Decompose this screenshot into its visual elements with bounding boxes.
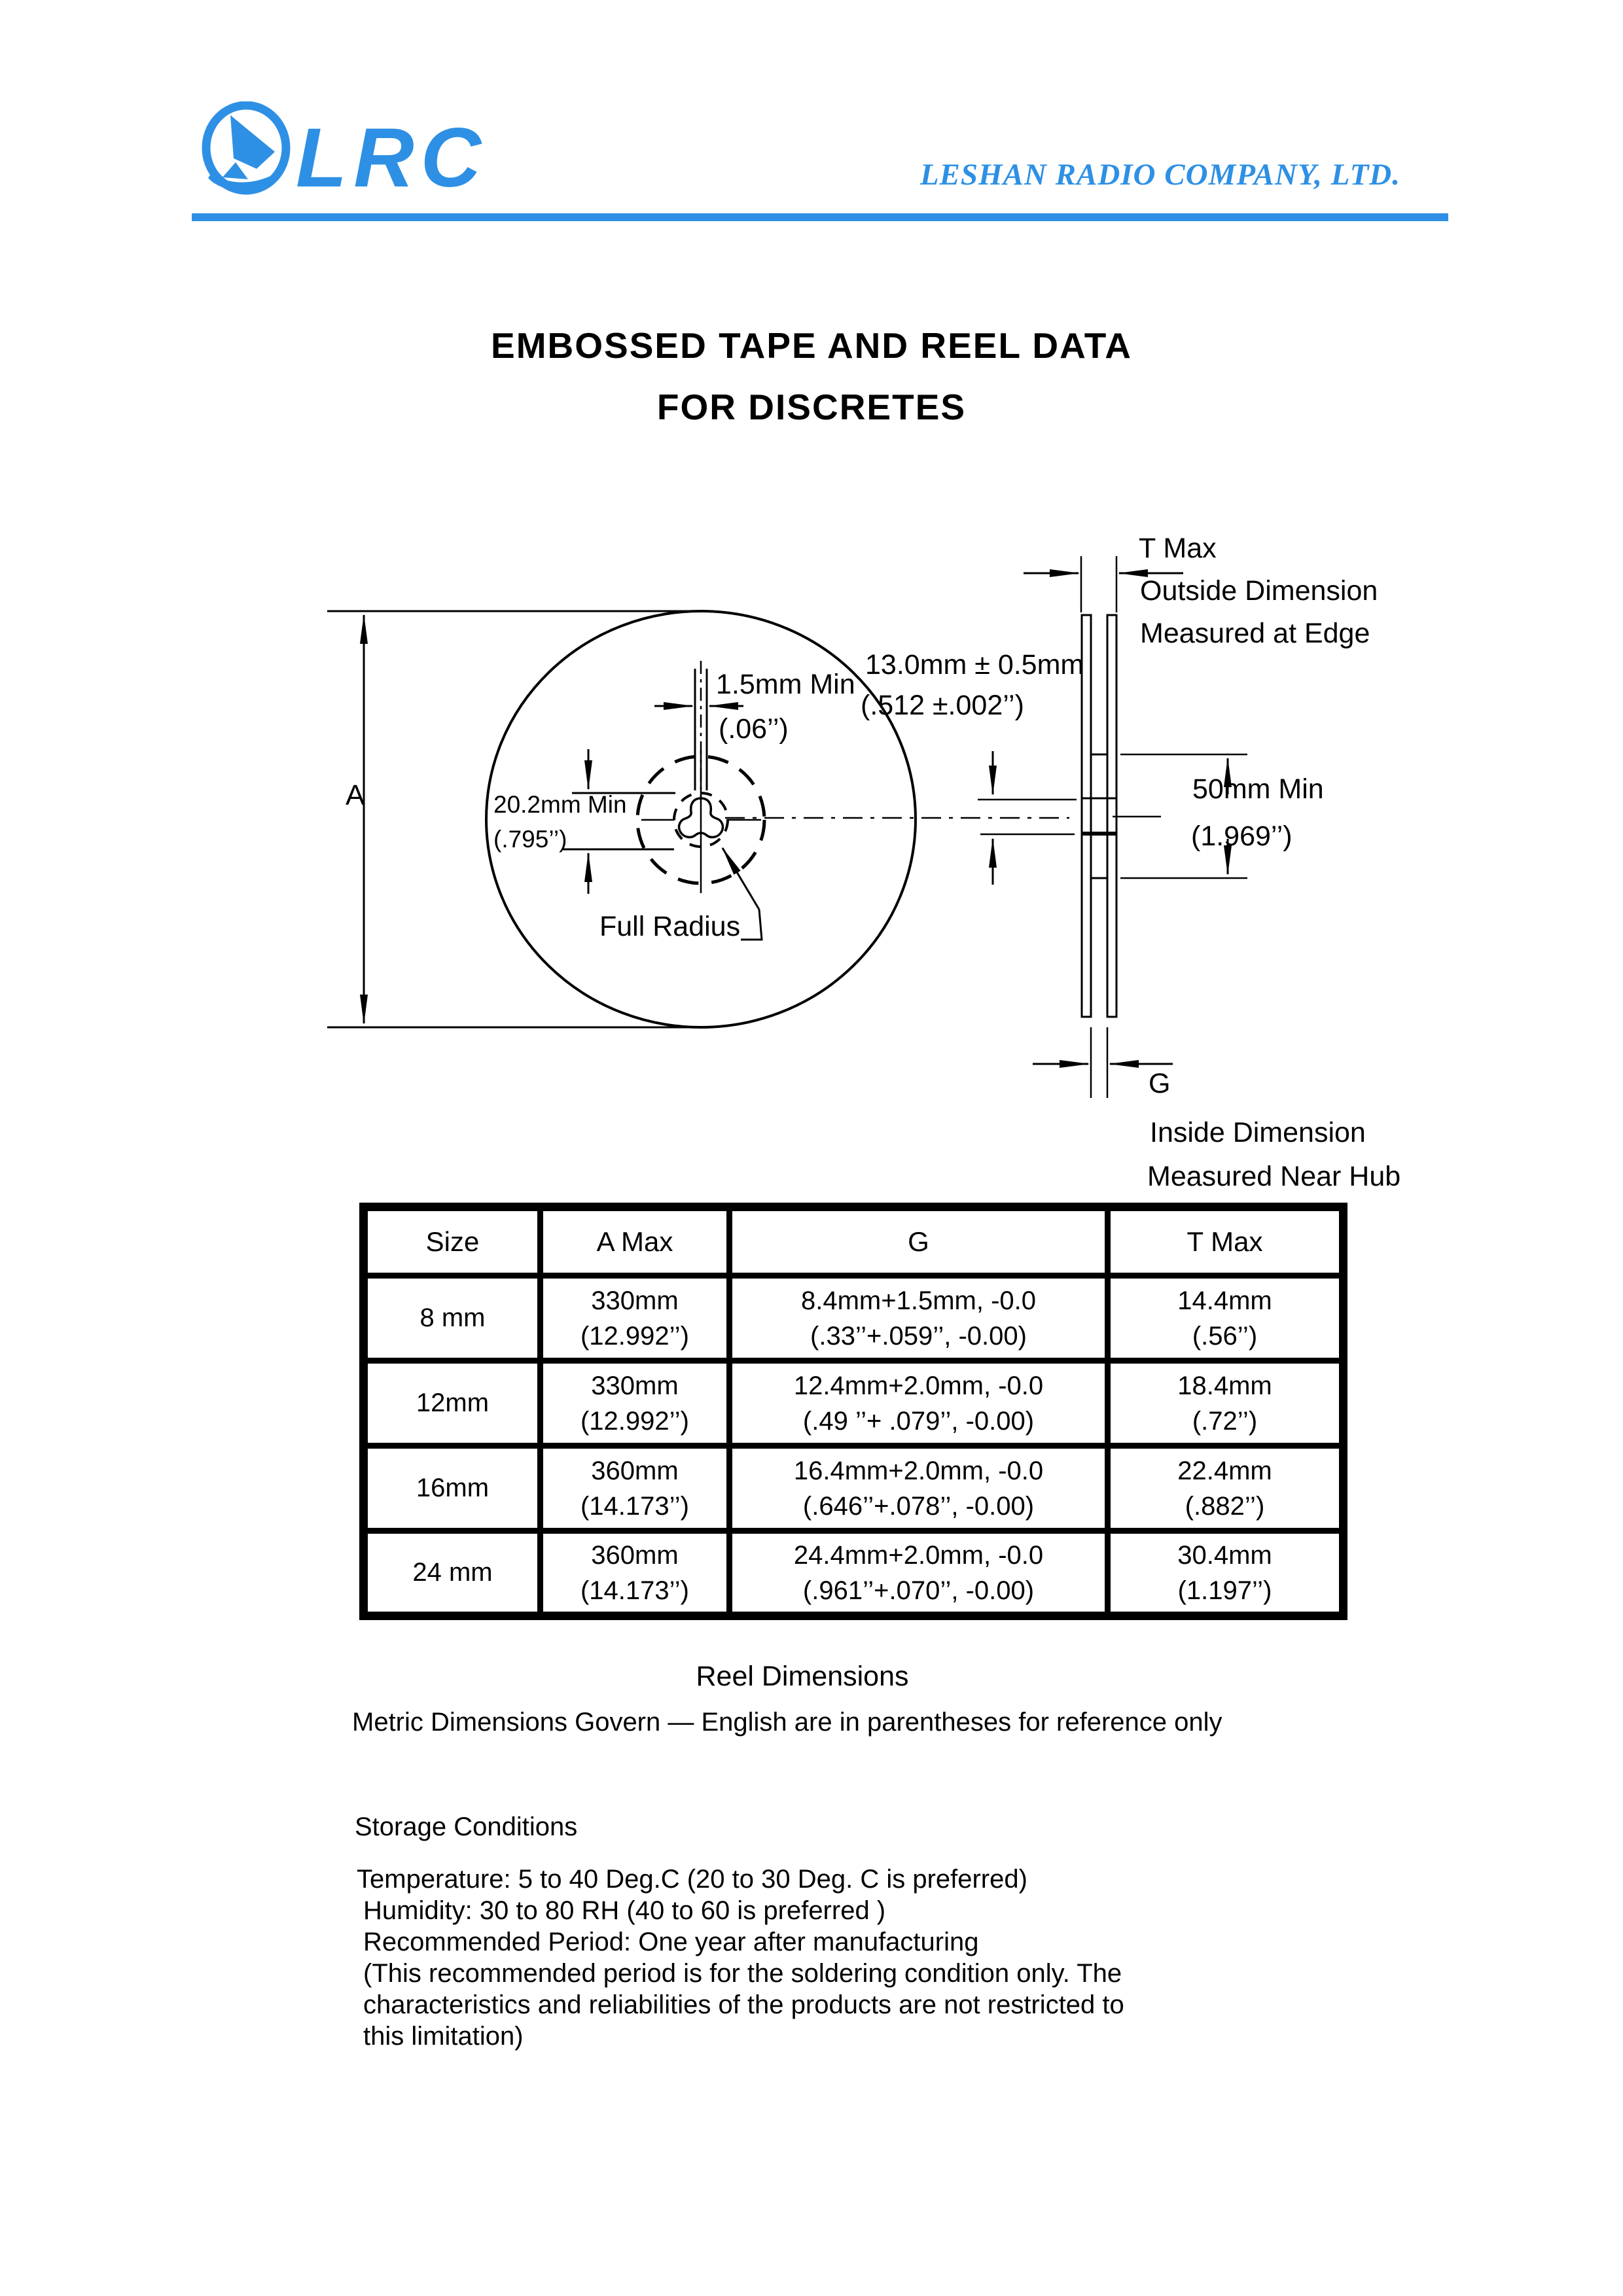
table-header-row [364, 1207, 1344, 1276]
col-header-size: Size [364, 1207, 541, 1276]
reel-dimensions-table [359, 1203, 1347, 1620]
page-title-line-1: EMBOSSED TAPE AND REEL DATA [491, 325, 1132, 366]
storage-line: (This recommended period is for the soldering condition only. The [363, 1959, 1122, 1988]
logo-swan-body [223, 162, 248, 179]
cell-size: 16mm [364, 1446, 541, 1531]
reel-diagram [0, 517, 1623, 1282]
storage-conditions-heading: Storage Conditions [355, 1812, 578, 1841]
col-header-tmax: T Max [1108, 1207, 1344, 1276]
storage-line: characteristics and reliabilities of the products are not restricted to [363, 1990, 1124, 2019]
hubdia-label: 50mm Min [1192, 773, 1324, 805]
storage-line: this limitation) [363, 2022, 524, 2051]
slot-width-label: 1.5mm Min [716, 669, 855, 700]
storage-conditions-body [357, 1863, 1124, 2052]
table-caption: Reel Dimensions [696, 1661, 909, 1692]
tmax-label: T Max [1139, 533, 1217, 564]
lrc-logo-mark [202, 101, 296, 196]
cell-g: 16.4mm+2.0mm, -0.0 (.646’’+.078’’, -0.00) [730, 1446, 1108, 1531]
header-rule [192, 213, 1448, 221]
cell-size: 24 mm [364, 1531, 541, 1616]
storage-line: Recommended Period: One year after manufacturing [363, 1928, 979, 1956]
table-row [364, 1531, 1344, 1616]
table-row [364, 1446, 1344, 1531]
cell-g: 8.4mm+1.5mm, -0.0 (.33’’+.059’’, -0.00) [730, 1276, 1108, 1361]
cell-g: 12.4mm+2.0mm, -0.0 (.49 ’’+ .079’’, -0.00) [730, 1361, 1108, 1446]
cell-tmax: 14.4mm (.56’’) [1108, 1276, 1344, 1361]
cell-tmax: 22.4mm (.882’’) [1108, 1446, 1344, 1531]
cell-g: 24.4mm+2.0mm, -0.0 (.961’’+.070’’, -0.00) [730, 1531, 1108, 1616]
cell-amax: 330mm (12.992’’) [541, 1276, 730, 1361]
table-row [364, 1361, 1344, 1446]
a-dim-label: A [346, 779, 365, 811]
outside-dim-line2: Measured at Edge [1140, 618, 1370, 649]
storage-line: Humidity: 30 to 80 RH (40 to 60 is preferred ) [363, 1896, 886, 1925]
table-row [364, 1276, 1344, 1361]
hub-min-label: 20.2mm Min [493, 791, 627, 818]
cell-amax: 360mm (14.173’’) [541, 1531, 730, 1616]
company-name: LESHAN RADIO COMPANY, LTD. [919, 158, 1400, 192]
tape-width-inch-label: (.512 ±.002’’) [861, 690, 1024, 721]
page-title-line-2: FOR DISCRETES [656, 387, 967, 427]
cell-tmax: 18.4mm (.72’’) [1108, 1361, 1344, 1446]
cell-size: 12mm [364, 1361, 541, 1446]
cell-amax: 330mm (12.992’’) [541, 1361, 730, 1446]
slot-width-inch-label: (.06’’) [719, 713, 789, 745]
col-header-amax: A Max [541, 1207, 730, 1276]
cell-amax: 360mm (14.173’’) [541, 1446, 730, 1531]
full-radius-label: Full Radius [599, 911, 741, 942]
g-dim-label: G [1149, 1068, 1171, 1099]
logo-swan-wing [230, 115, 275, 169]
hubdia-inch-label: (1.969’’) [1191, 821, 1293, 852]
tape-width-label: 13.0mm ± 0.5mm [865, 649, 1084, 680]
inside-dim-line2: Measured Near Hub [1147, 1161, 1401, 1192]
cell-tmax: 30.4mm (1.197’’) [1108, 1531, 1344, 1616]
storage-line: Temperature: 5 to 40 Deg.C (20 to 30 Deg. C is preferred) [357, 1865, 1027, 1894]
metric-note: Metric Dimensions Govern — English are in parentheses for reference only [352, 1708, 1222, 1737]
reel-side-view [861, 533, 1400, 1192]
col-header-g: G [730, 1207, 1108, 1276]
full-radius-leader [741, 910, 762, 940]
cell-size: 8 mm [364, 1276, 541, 1361]
outside-dim-line1: Outside Dimension [1140, 575, 1378, 607]
hub-min-inch-label: (.795’’) [493, 826, 567, 853]
inside-dim-line1: Inside Dimension [1150, 1117, 1366, 1148]
lrc-logo-text: LRC [296, 111, 488, 205]
